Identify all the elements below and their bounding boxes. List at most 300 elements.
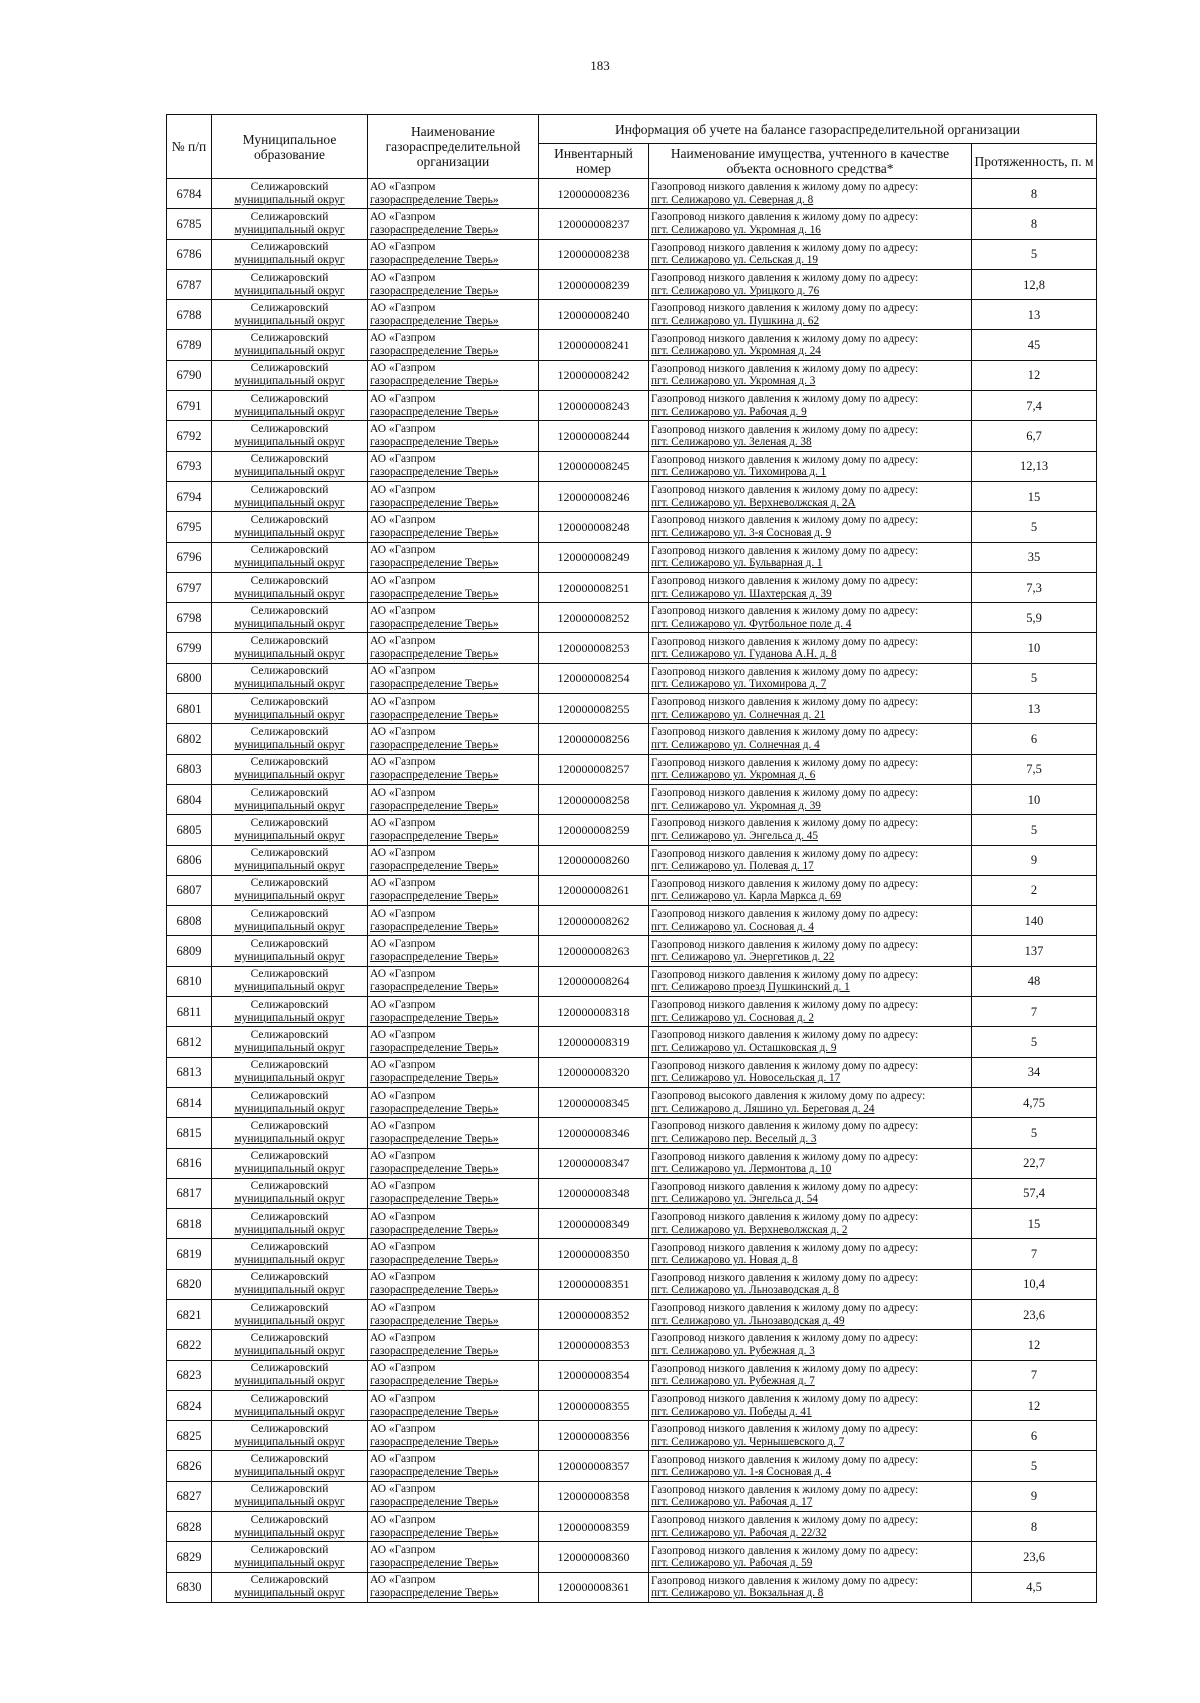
row-number-text: 6813 — [176, 1065, 202, 1080]
organization-line-1: АО «Газпром — [370, 665, 436, 678]
row-municipality — [212, 815, 368, 845]
inventory-number-text: 120000008259 — [557, 822, 630, 837]
organization-line-2: газораспределение Тверь» — [370, 345, 499, 358]
row-municipality — [212, 1148, 368, 1178]
row-municipality — [212, 1421, 368, 1451]
row-number — [167, 391, 212, 421]
row-length — [972, 966, 1097, 996]
asset-name-line-1: Газопровод низкого давления к жилому дому по адресу: — [651, 877, 919, 890]
table-row — [167, 1148, 1097, 1178]
length-text: 35 — [1027, 550, 1041, 565]
row-number — [167, 1542, 212, 1572]
organization-line-1: АО «Газпром — [370, 847, 436, 860]
table-row — [167, 512, 1097, 542]
row-number-text: 6828 — [176, 1519, 202, 1534]
organization-line-1: АО «Газпром — [370, 362, 436, 375]
asset-name-line-1: Газопровод низкого давления к жилому дому по адресу: — [651, 1120, 919, 1133]
row-inventory-number — [539, 1027, 649, 1057]
row-organization — [368, 845, 539, 875]
inventory-number-text: 120000008264 — [557, 974, 630, 989]
table-row — [167, 1390, 1097, 1420]
row-length — [972, 1178, 1097, 1208]
length-text: 137 — [1024, 944, 1044, 959]
row-number-text: 6795 — [176, 519, 202, 534]
organization-line-2: газораспределение Тверь» — [370, 920, 499, 933]
row-municipality — [212, 1512, 368, 1542]
row-organization — [368, 572, 539, 602]
municipality-name: Селижаровский — [250, 725, 329, 738]
table-row — [167, 663, 1097, 693]
asset-address: пгт. Селижарово ул. Укромная д. 39 — [651, 799, 821, 812]
municipality-name: Селижаровский — [250, 271, 329, 284]
row-asset-name — [649, 1087, 972, 1117]
municipality-name: Селижаровский — [250, 604, 329, 617]
row-number-text: 6806 — [176, 853, 202, 868]
inventory-number-text: 120000008238 — [557, 247, 630, 262]
length-text: 7 — [1030, 1368, 1038, 1383]
row-organization — [368, 542, 539, 572]
header-inventory: Инвентарный номер — [539, 144, 649, 179]
municipality-name: Селижаровский — [250, 998, 329, 1011]
organization-line-2: газораспределение Тверь» — [370, 587, 499, 600]
row-asset-name — [649, 1421, 972, 1451]
asset-name-line-1: Газопровод низкого давления к жилому дому по адресу: — [651, 999, 919, 1012]
asset-address: пгт. Селижарово ул. Тихомирова д. 7 — [651, 678, 827, 691]
inventory-number-text: 120000008350 — [557, 1247, 630, 1262]
row-organization — [368, 966, 539, 996]
inventory-number-text: 120000008257 — [557, 762, 630, 777]
row-municipality — [212, 966, 368, 996]
asset-name-line-1: Газопровод низкого давления к жилому дому по адресу: — [651, 241, 919, 254]
row-organization — [368, 936, 539, 966]
asset-name-line-1: Газопровод низкого давления к жилому дому по адресу: — [651, 514, 919, 527]
organization-line-2: газораспределение Тверь» — [370, 860, 499, 873]
row-number-text: 6823 — [176, 1368, 202, 1383]
row-inventory-number — [539, 603, 649, 633]
row-inventory-number — [539, 1178, 649, 1208]
row-inventory-number — [539, 966, 649, 996]
asset-address: пгт. Селижарово ул. Бульварная д. 1 — [651, 557, 823, 570]
length-text: 5 — [1030, 1034, 1038, 1049]
row-municipality — [212, 1390, 368, 1420]
municipality-name: Селижаровский — [250, 180, 329, 193]
row-length — [972, 1451, 1097, 1481]
length-text: 8 — [1030, 186, 1038, 201]
table-row — [167, 754, 1097, 784]
row-inventory-number — [539, 1360, 649, 1390]
asset-address: пгт. Селижарово ул. Солнечная д. 4 — [651, 738, 820, 751]
municipality-name: Селижаровский — [250, 362, 329, 375]
row-asset-name — [649, 1390, 972, 1420]
row-number-text: 6808 — [176, 913, 202, 928]
row-number-text: 6801 — [176, 701, 202, 716]
length-text: 140 — [1024, 913, 1044, 928]
table-row — [167, 572, 1097, 602]
row-organization — [368, 1209, 539, 1239]
row-number-text: 6820 — [176, 1277, 202, 1292]
asset-address: пгт. Селижарово ул. Верхневолжская д. 2А — [651, 496, 856, 509]
asset-name-line-1: Газопровод низкого давления к жилому дому по адресу: — [651, 635, 919, 648]
row-municipality — [212, 1299, 368, 1329]
row-municipality — [212, 784, 368, 814]
length-text: 10 — [1027, 792, 1041, 807]
row-number-text: 6793 — [176, 459, 202, 474]
municipality-name: Селижаровский — [250, 665, 329, 678]
row-number — [167, 754, 212, 784]
row-number — [167, 1209, 212, 1239]
row-inventory-number — [539, 1512, 649, 1542]
municipality-type: муниципальный округ — [234, 1041, 345, 1054]
municipality-name: Селижаровский — [250, 544, 329, 557]
row-asset-name — [649, 724, 972, 754]
municipality-name: Селижаровский — [250, 1028, 329, 1041]
row-organization — [368, 269, 539, 299]
row-number-text: 6830 — [176, 1580, 202, 1595]
asset-name-line-1: Газопровод низкого давления к жилому дому по адресу: — [651, 1271, 919, 1284]
municipality-name: Селижаровский — [250, 756, 329, 769]
row-number — [167, 724, 212, 754]
organization-line-2: газораспределение Тверь» — [370, 254, 499, 267]
row-municipality — [212, 633, 368, 663]
row-number — [167, 1512, 212, 1542]
row-number — [167, 330, 212, 360]
asset-address: пгт. Селижарово ул. Рабочая д. 17 — [651, 1496, 813, 1509]
row-organization — [368, 1027, 539, 1057]
row-organization — [368, 1360, 539, 1390]
row-number-text: 6784 — [176, 186, 202, 201]
row-number — [167, 936, 212, 966]
municipality-type: муниципальный округ — [234, 981, 345, 994]
table-row — [167, 1057, 1097, 1087]
length-text: 57,4 — [1023, 1186, 1045, 1201]
organization-line-1: АО «Газпром — [370, 1028, 436, 1041]
row-length — [972, 1512, 1097, 1542]
row-number — [167, 694, 212, 724]
row-number — [167, 1178, 212, 1208]
row-length — [972, 815, 1097, 845]
asset-name-line-1: Газопровод низкого давления к жилому дому по адресу: — [651, 756, 919, 769]
asset-name-line-1: Газопровод низкого давления к жилому дому по адресу: — [651, 393, 919, 406]
inventory-number-text: 120000008243 — [557, 398, 630, 413]
row-organization — [368, 179, 539, 209]
organization-line-2: газораспределение Тверь» — [370, 1314, 499, 1327]
asset-address: пгт. Селижарово ул. Энгельса д. 45 — [651, 829, 818, 842]
municipality-type: муниципальный округ — [234, 738, 345, 751]
asset-address: пгт. Селижарово ул. Энгельса д. 54 — [651, 1193, 818, 1206]
row-length — [972, 572, 1097, 602]
row-inventory-number — [539, 1118, 649, 1148]
length-text: 12,8 — [1023, 277, 1045, 292]
row-asset-name — [649, 179, 972, 209]
row-number-text: 6819 — [176, 1247, 202, 1262]
registry-table — [166, 114, 1097, 1603]
row-number-text: 6789 — [176, 338, 202, 353]
row-asset-name — [649, 572, 972, 602]
header-num: № п/п — [167, 115, 212, 179]
asset-address: пгт. Селижарово ул. Вокзальная д. 8 — [651, 1587, 824, 1600]
row-municipality — [212, 724, 368, 754]
row-asset-name — [649, 1512, 972, 1542]
asset-address: пгт. Селижарово пер. Веселый д. 3 — [651, 1132, 817, 1145]
table-row — [167, 269, 1097, 299]
row-length — [972, 1027, 1097, 1057]
asset-address: пгт. Селижарово ул. Пушкина д. 62 — [651, 314, 820, 327]
asset-name-line-1: Газопровод низкого давления к жилому дому по адресу: — [651, 726, 919, 739]
row-organization — [368, 906, 539, 936]
row-municipality — [212, 845, 368, 875]
row-number-text: 6815 — [176, 1125, 202, 1140]
row-organization — [368, 603, 539, 633]
row-length — [972, 1087, 1097, 1117]
table-row — [167, 451, 1097, 481]
length-text: 8 — [1030, 216, 1038, 231]
row-number — [167, 1481, 212, 1511]
row-number — [167, 633, 212, 663]
organization-line-1: АО «Газпром — [370, 1150, 436, 1163]
organization-line-1: АО «Газпром — [370, 483, 436, 496]
inventory-number-text: 120000008253 — [557, 641, 630, 656]
municipality-name: Селижаровский — [250, 483, 329, 496]
row-organization — [368, 1299, 539, 1329]
municipality-type: муниципальный округ — [234, 314, 345, 327]
length-text: 5,9 — [1026, 610, 1042, 625]
row-asset-name — [649, 845, 972, 875]
asset-name-line-1: Газопровод высокого давления к жилому дому по адресу: — [651, 1090, 926, 1103]
municipality-type: муниципальный округ — [234, 1526, 345, 1539]
row-inventory-number — [539, 179, 649, 209]
row-inventory-number — [539, 269, 649, 299]
row-municipality — [212, 1209, 368, 1239]
row-municipality — [212, 481, 368, 511]
row-asset-name — [649, 1330, 972, 1360]
organization-line-1: АО «Газпром — [370, 1271, 436, 1284]
row-organization — [368, 1118, 539, 1148]
row-inventory-number — [539, 360, 649, 390]
inventory-number-text: 120000008352 — [557, 1307, 630, 1322]
row-organization — [368, 1269, 539, 1299]
municipality-name: Селижаровский — [250, 1180, 329, 1193]
row-asset-name — [649, 1057, 972, 1087]
row-inventory-number — [539, 1451, 649, 1481]
municipality-name: Селижаровский — [250, 695, 329, 708]
row-organization — [368, 360, 539, 390]
row-organization — [368, 481, 539, 511]
organization-line-1: АО «Газпром — [370, 180, 436, 193]
municipality-name: Селижаровский — [250, 1150, 329, 1163]
row-inventory-number — [539, 1087, 649, 1117]
table-row — [167, 300, 1097, 330]
asset-name-line-1: Газопровод низкого давления к жилому дому по адресу: — [651, 1150, 919, 1163]
length-text: 13 — [1027, 701, 1041, 716]
municipality-name: Селижаровский — [250, 210, 329, 223]
organization-line-2: газораспределение Тверь» — [370, 678, 499, 691]
organization-line-1: АО «Газпром — [370, 816, 436, 829]
row-number — [167, 269, 212, 299]
header-balance-group: Информация об учете на балансе газораспределительной организации — [539, 115, 1097, 144]
row-number — [167, 572, 212, 602]
inventory-number-text: 120000008346 — [557, 1125, 630, 1140]
row-length — [972, 1481, 1097, 1511]
asset-address: пгт. Селижарово ул. Рубежная д. 7 — [651, 1375, 815, 1388]
organization-line-1: АО «Газпром — [370, 1513, 436, 1526]
row-asset-name — [649, 603, 972, 633]
table-row — [167, 784, 1097, 814]
inventory-number-text: 120000008236 — [557, 186, 630, 201]
length-text: 9 — [1030, 1489, 1038, 1504]
organization-line-1: АО «Газпром — [370, 210, 436, 223]
length-text: 10,4 — [1023, 1277, 1045, 1292]
organization-line-2: газораспределение Тверь» — [370, 223, 499, 236]
row-number — [167, 966, 212, 996]
organization-line-2: газораспределение Тверь» — [370, 405, 499, 418]
municipality-name: Селижаровский — [250, 816, 329, 829]
inventory-number-text: 120000008320 — [557, 1065, 630, 1080]
table-row — [167, 966, 1097, 996]
asset-name-line-1: Газопровод низкого давления к жилому дому по адресу: — [651, 968, 919, 981]
asset-address: пгт. Селижарово ул. Лермонтова д. 10 — [651, 1163, 832, 1176]
municipality-type: муниципальный округ — [234, 799, 345, 812]
asset-name-line-1: Газопровод низкого давления к жилому дому по адресу: — [651, 1332, 919, 1345]
inventory-number-text: 120000008262 — [557, 913, 630, 928]
table-row — [167, 239, 1097, 269]
table-row — [167, 724, 1097, 754]
organization-line-2: газораспределение Тверь» — [370, 708, 499, 721]
asset-address: пгт. Селижарово ул. Льнозаводская д. 8 — [651, 1284, 839, 1297]
organization-line-1: АО «Газпром — [370, 332, 436, 345]
asset-name-line-1: Газопровод низкого давления к жилому дому по адресу: — [651, 938, 919, 951]
length-text: 6,7 — [1026, 429, 1042, 444]
asset-name-line-1: Газопровод низкого давления к жилому дому по адресу: — [651, 1514, 919, 1527]
row-organization — [368, 330, 539, 360]
length-text: 7,3 — [1026, 580, 1042, 595]
row-inventory-number — [539, 1269, 649, 1299]
row-municipality — [212, 421, 368, 451]
inventory-number-text: 120000008258 — [557, 792, 630, 807]
row-inventory-number — [539, 1572, 649, 1602]
inventory-number-text: 120000008245 — [557, 459, 630, 474]
row-inventory-number — [539, 906, 649, 936]
table-row — [167, 1209, 1097, 1239]
municipality-type: муниципальный округ — [234, 254, 345, 267]
municipality-type: муниципальный округ — [234, 587, 345, 600]
organization-line-2: газораспределение Тверь» — [370, 1072, 499, 1085]
organization-line-1: АО «Газпром — [370, 301, 436, 314]
length-text: 15 — [1027, 489, 1041, 504]
municipality-name: Селижаровский — [250, 332, 329, 345]
row-number-text: 6811 — [176, 1004, 202, 1019]
inventory-number-text: 120000008353 — [557, 1337, 630, 1352]
inventory-number-text: 120000008255 — [557, 701, 630, 716]
row-number — [167, 1572, 212, 1602]
organization-line-1: АО «Газпром — [370, 1453, 436, 1466]
row-number — [167, 451, 212, 481]
municipality-type: муниципальный округ — [234, 1375, 345, 1388]
municipality-name: Селижаровский — [250, 513, 329, 526]
row-number-text: 6799 — [176, 641, 202, 656]
row-number-text: 6826 — [176, 1459, 202, 1474]
inventory-number-text: 120000008351 — [557, 1277, 630, 1292]
organization-line-1: АО «Газпром — [370, 1544, 436, 1556]
row-inventory-number — [539, 1330, 649, 1360]
row-organization — [368, 997, 539, 1027]
row-asset-name — [649, 1209, 972, 1239]
row-asset-name — [649, 1451, 972, 1481]
row-organization — [368, 815, 539, 845]
asset-name-line-1: Газопровод низкого давления к жилому дому по адресу: — [651, 1574, 919, 1587]
inventory-number-text: 120000008240 — [557, 307, 630, 322]
row-number — [167, 542, 212, 572]
municipality-name: Селижаровский — [250, 1422, 329, 1435]
row-number-text: 6827 — [176, 1489, 202, 1504]
row-asset-name — [649, 391, 972, 421]
municipality-name: Селижаровский — [250, 1271, 329, 1284]
asset-address: пгт. Селижарово ул. Сельская д. 19 — [651, 254, 818, 267]
row-inventory-number — [539, 300, 649, 330]
length-text: 5 — [1030, 519, 1038, 534]
row-inventory-number — [539, 1390, 649, 1420]
row-number — [167, 1330, 212, 1360]
organization-line-2: газораспределение Тверь» — [370, 1193, 499, 1206]
table-row — [167, 1269, 1097, 1299]
table-row — [167, 1118, 1097, 1148]
row-municipality — [212, 512, 368, 542]
row-asset-name — [649, 542, 972, 572]
municipality-type: муниципальный округ — [234, 920, 345, 933]
inventory-number-text: 120000008358 — [557, 1489, 630, 1504]
length-text: 48 — [1027, 974, 1041, 989]
organization-line-1: АО «Газпром — [370, 695, 436, 708]
asset-name-line-1: Газопровод низкого давления к жилому дому по адресу: — [651, 575, 919, 587]
organization-line-1: АО «Газпром — [370, 998, 436, 1011]
table-row — [167, 1512, 1097, 1542]
organization-line-1: АО «Газпром — [370, 453, 436, 466]
asset-address: пгт. Селижарово ул. Новая д. 8 — [651, 1254, 798, 1267]
length-text: 23,6 — [1023, 1550, 1045, 1564]
asset-name-line-1: Газопровод низкого давления к жилому дому по адресу: — [651, 665, 919, 678]
row-length — [972, 330, 1097, 360]
row-asset-name — [649, 1360, 972, 1390]
asset-name-line-1: Газопровод низкого давления к жилому дому по адресу: — [651, 847, 919, 860]
asset-name-line-1: Газопровод низкого давления к жилому дому по адресу: — [651, 1362, 919, 1375]
inventory-number-text: 120000008246 — [557, 489, 630, 504]
municipality-type: муниципальный округ — [234, 1557, 345, 1569]
organization-line-2: газораспределение Тверь» — [370, 193, 499, 206]
organization-line-2: газораспределение Тверь» — [370, 1284, 499, 1297]
table-row — [167, 209, 1097, 239]
row-asset-name — [649, 1299, 972, 1329]
length-text: 12 — [1027, 1398, 1041, 1413]
organization-line-1: АО «Газпром — [370, 938, 436, 951]
municipality-name: Селижаровский — [250, 1362, 329, 1375]
row-asset-name — [649, 209, 972, 239]
municipality-type: муниципальный округ — [234, 829, 345, 842]
asset-name-line-1: Газопровод низкого давления к жилому дому по адресу: — [651, 302, 919, 315]
length-text: 6 — [1030, 731, 1038, 746]
organization-line-1: АО «Газпром — [370, 1362, 436, 1375]
row-length — [972, 451, 1097, 481]
asset-name-line-1: Газопровод низкого давления к жилому дому по адресу: — [651, 181, 919, 194]
organization-line-1: АО «Газпром — [370, 1089, 436, 1102]
municipality-type: муниципальный округ — [234, 951, 345, 964]
row-length — [972, 360, 1097, 390]
length-text: 7 — [1030, 1004, 1038, 1019]
table-row — [167, 391, 1097, 421]
row-municipality — [212, 1451, 368, 1481]
row-length — [972, 1239, 1097, 1269]
organization-line-2: газораспределение Тверь» — [370, 890, 499, 903]
row-number-text: 6802 — [176, 731, 202, 746]
row-asset-name — [649, 300, 972, 330]
